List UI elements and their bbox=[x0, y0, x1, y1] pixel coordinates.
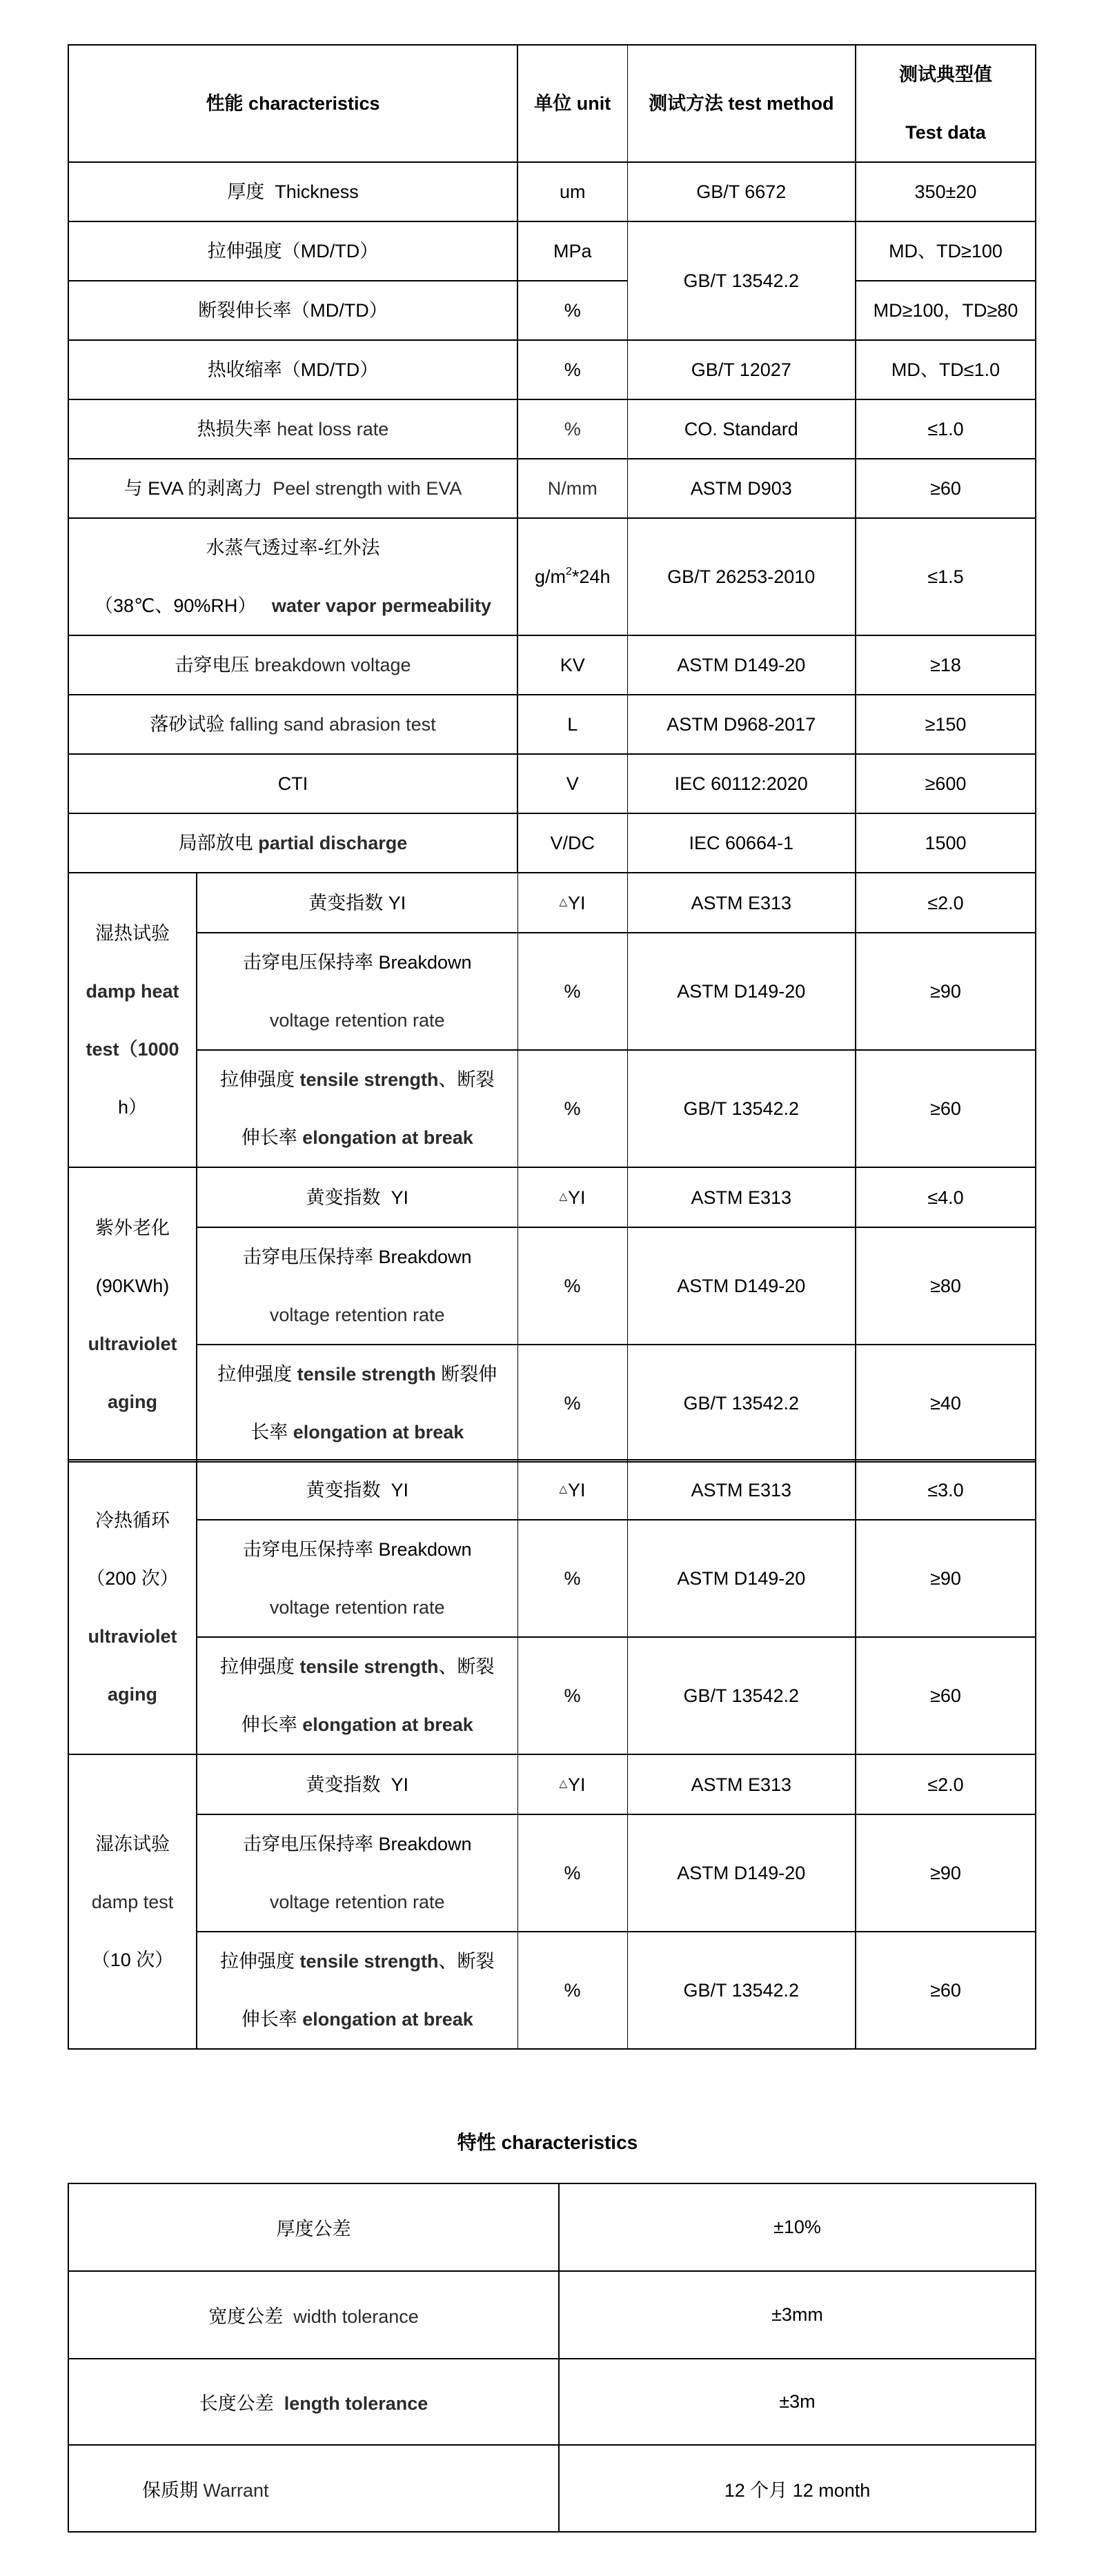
test-item bbox=[197, 1227, 517, 1345]
unit-cell: L bbox=[517, 695, 627, 754]
property-name: 热收缩率（MD/TD） bbox=[68, 340, 517, 399]
aging-test-table bbox=[68, 1459, 1036, 2050]
method-cell: GB/T 6672 bbox=[627, 162, 856, 221]
property-name bbox=[68, 2445, 559, 2532]
method-cell: ASTM D149-20 bbox=[627, 1520, 856, 1637]
value-cell: ≤1.5 bbox=[856, 518, 1036, 635]
value-cell: ≤2.0 bbox=[856, 1754, 1036, 1814]
delta-icon: △ bbox=[559, 1483, 568, 1495]
unit-cell: % bbox=[517, 1227, 627, 1345]
property-name-cn: 击穿电压 bbox=[175, 655, 250, 675]
value-cell: ≥90 bbox=[856, 1814, 1036, 1932]
property-name-en: partial discharge bbox=[258, 833, 408, 853]
performance-table bbox=[68, 44, 1036, 1463]
property-name bbox=[68, 459, 517, 518]
test-item bbox=[197, 933, 517, 1050]
text-cn: 、断裂 bbox=[438, 1951, 495, 1972]
unit-cell bbox=[517, 873, 627, 933]
text-cn: 伸长率 bbox=[241, 1714, 297, 1735]
table-row bbox=[68, 754, 1036, 813]
value-cell: ≥150 bbox=[856, 695, 1036, 754]
method-cell: ASTM E313 bbox=[627, 1754, 856, 1814]
unit-cell: % bbox=[517, 1932, 627, 2049]
table-row bbox=[68, 1167, 1036, 1227]
value-cell: ≥600 bbox=[856, 754, 1036, 813]
unit-cell bbox=[517, 518, 627, 635]
text-cn: 伸长率 bbox=[241, 1127, 297, 1148]
group-label-line bbox=[72, 1020, 193, 1078]
value-cell: ≥18 bbox=[856, 635, 1036, 695]
unit-cell: % bbox=[517, 1637, 627, 1754]
test-item-line: voltage retention rate bbox=[269, 1892, 445, 1912]
method-cell: ASTM E313 bbox=[627, 1167, 856, 1227]
property-name: 厚度公差 bbox=[68, 2183, 559, 2271]
text-en: tensile strength bbox=[297, 1364, 436, 1385]
group-label-line: ultraviolet bbox=[88, 1333, 177, 1354]
test-item-line: voltage retention rate bbox=[269, 1597, 445, 1618]
table-row bbox=[68, 1520, 1036, 1637]
test-item-line bbox=[200, 1051, 515, 1109]
header-method: 测试方法 test method bbox=[627, 45, 856, 162]
test-item-line: voltage retention rate bbox=[269, 1010, 445, 1031]
group-label-line: 紫外老化 bbox=[95, 1217, 170, 1238]
group-label-damp-freeze bbox=[68, 1754, 197, 2049]
property-name bbox=[68, 2359, 559, 2445]
test-item-line bbox=[200, 1109, 515, 1167]
text-cn: 伸长率 bbox=[241, 2009, 297, 2030]
property-name bbox=[68, 162, 517, 221]
text-cn: 拉伸强度 bbox=[217, 1364, 293, 1385]
group-label-line: aging bbox=[108, 1391, 157, 1412]
table-row bbox=[68, 399, 1036, 459]
text-cn: 拉伸强度 bbox=[219, 1951, 295, 1972]
value-cell: ≥60 bbox=[856, 1050, 1036, 1167]
method-cell: GB/T 13542.2 bbox=[627, 1050, 856, 1167]
table-row bbox=[68, 1754, 1036, 1814]
table-row bbox=[68, 1637, 1036, 1754]
table-row bbox=[68, 2183, 1036, 2271]
method-cell: ASTM D149-20 bbox=[627, 933, 856, 1050]
group-label-line: （10 次） bbox=[91, 1949, 174, 1970]
text-en: tensile strength bbox=[299, 1951, 439, 1972]
unit-cell: um bbox=[517, 162, 627, 221]
method-cell: ASTM D149-20 bbox=[627, 1227, 856, 1345]
test-item: 黄变指数 YI bbox=[197, 873, 517, 933]
text-en: elongation at break bbox=[302, 2009, 473, 2030]
table-row bbox=[68, 933, 1036, 1050]
value-cell: ≥60 bbox=[856, 459, 1036, 518]
unit-cell bbox=[517, 1460, 627, 1520]
value-cell: ±10% bbox=[559, 2183, 1036, 2271]
text-en: elongation at break bbox=[302, 1127, 473, 1148]
value-cell: ≤3.0 bbox=[856, 1460, 1036, 1520]
group-label-thermal-cycling bbox=[68, 1460, 197, 1754]
property-name bbox=[68, 518, 517, 635]
table-row bbox=[68, 1814, 1036, 1932]
header-characteristics: 性能 characteristics bbox=[68, 45, 517, 162]
header-row bbox=[68, 45, 1036, 162]
text-en: elongation at break bbox=[293, 1422, 464, 1443]
table-row bbox=[68, 2271, 1036, 2359]
unit-cell: % bbox=[517, 340, 627, 399]
delta-icon: △ bbox=[559, 1778, 568, 1790]
value-cell: ≥40 bbox=[856, 1345, 1036, 1462]
property-name: CTI bbox=[68, 754, 517, 813]
test-item-line: 击穿电压保持率 Breakdown bbox=[242, 952, 472, 973]
test-item bbox=[197, 1814, 517, 1932]
test-item: 黄变指数 YI bbox=[197, 1754, 517, 1814]
property-name-en: breakdown voltage bbox=[254, 655, 411, 675]
property-name-en: Peel strength with EVA bbox=[273, 478, 462, 499]
group-label-line: ultraviolet bbox=[88, 1625, 177, 1647]
property-name: 断裂伸长率（MD/TD） bbox=[68, 281, 517, 340]
value-cell: ±3mm bbox=[559, 2271, 1036, 2359]
test-item-line bbox=[200, 1990, 515, 2048]
test-item-line: 击穿电压保持率 Breakdown bbox=[242, 1539, 472, 1560]
table-row bbox=[68, 635, 1036, 695]
property-name-en: heat loss rate bbox=[277, 419, 389, 439]
method-cell: GB/T 13542.2 bbox=[627, 1637, 856, 1754]
property-name-cn: 水蒸气透过率-红外法 bbox=[206, 537, 380, 558]
property-name-en: Warrant bbox=[203, 2479, 269, 2501]
tolerance-table bbox=[68, 2183, 1036, 2533]
test-item: 黄变指数 YI bbox=[197, 1460, 517, 1520]
property-name-en: Thickness bbox=[275, 181, 359, 202]
value-cell: ≤1.0 bbox=[856, 399, 1036, 459]
table-row bbox=[68, 459, 1036, 518]
unit-tail: *24h bbox=[571, 566, 611, 587]
unit-text: YI bbox=[568, 893, 586, 913]
property-name-cn: 局部放电 bbox=[178, 833, 253, 853]
test-item-line bbox=[200, 1403, 515, 1461]
unit-cell: MPa bbox=[517, 221, 627, 281]
group-label-text: test（1000 bbox=[86, 1038, 179, 1060]
table-row bbox=[68, 873, 1036, 933]
text-cn: 断裂伸 bbox=[435, 1364, 497, 1385]
unit-cell: V bbox=[517, 754, 627, 813]
method-cell: ASTM E313 bbox=[627, 873, 856, 933]
value-cell: ≥60 bbox=[856, 1932, 1036, 2049]
property-name-en: length tolerance bbox=[284, 2393, 428, 2414]
group-label-line: （200 次） bbox=[86, 1567, 179, 1589]
value-cell: ≥90 bbox=[856, 933, 1036, 1050]
method-cell: IEC 60112:2020 bbox=[627, 754, 856, 813]
value-cell: 350±20 bbox=[856, 162, 1036, 221]
method-cell: IEC 60664-1 bbox=[627, 813, 856, 873]
value-cell: 1500 bbox=[856, 813, 1036, 873]
unit-cell: KV bbox=[517, 635, 627, 695]
method-cell: GB/T 26253-2010 bbox=[627, 518, 856, 635]
value-cell: ≤4.0 bbox=[856, 1167, 1036, 1227]
unit-cell: % bbox=[517, 1345, 627, 1462]
property-name-en: water vapor permeability bbox=[271, 595, 492, 616]
unit-base: g/m bbox=[535, 566, 566, 587]
property-name bbox=[68, 635, 517, 695]
method-cell: GB/T 13542.2 bbox=[627, 221, 856, 340]
value-cell: ≥60 bbox=[856, 1637, 1036, 1754]
text-en: elongation at break bbox=[302, 1714, 473, 1735]
unit-cell: N/mm bbox=[517, 459, 627, 518]
value-cell: ±3m bbox=[559, 2359, 1036, 2445]
table-row bbox=[68, 1345, 1036, 1462]
table-row bbox=[68, 695, 1036, 754]
unit-cell: % bbox=[517, 933, 627, 1050]
test-item-line bbox=[200, 1696, 515, 1754]
group-label-line: 冷热循环 bbox=[95, 1509, 170, 1531]
group-label-line: 湿冻试验 bbox=[95, 1833, 170, 1854]
test-item bbox=[197, 1637, 517, 1754]
group-label-ultraviolet bbox=[68, 1167, 197, 1462]
text-cn: 、断裂 bbox=[438, 1069, 495, 1090]
property-name-cn: 长度公差 bbox=[199, 2393, 274, 2414]
table-row bbox=[68, 162, 1036, 221]
method-cell: CO. Standard bbox=[627, 399, 856, 459]
unit-cell: V/DC bbox=[517, 813, 627, 873]
header-typical-en: Test data bbox=[905, 122, 986, 143]
value-cell: MD≥100，TD≥80 bbox=[856, 281, 1036, 340]
table-row bbox=[68, 340, 1036, 399]
unit-cell: % bbox=[517, 1520, 627, 1637]
method-cell: GB/T 12027 bbox=[627, 340, 856, 399]
group-label-line: damp test bbox=[91, 1891, 174, 1912]
property-name-conditions bbox=[72, 577, 514, 635]
unit-cell: % bbox=[517, 399, 627, 459]
property-name-cn: 保质期 bbox=[142, 2479, 198, 2501]
unit-cell: % bbox=[517, 281, 627, 340]
text-cn: 拉伸强度 bbox=[219, 1656, 295, 1677]
text-en: tensile strength bbox=[299, 1656, 439, 1677]
unit-cell bbox=[517, 1754, 627, 1814]
test-item-line: 击穿电压保持率 Breakdown bbox=[242, 1834, 472, 1854]
method-cell: ASTM D903 bbox=[627, 459, 856, 518]
header-typical bbox=[856, 45, 1036, 162]
value-cell: ≤2.0 bbox=[856, 873, 1036, 933]
value-cell: MD、TD≤1.0 bbox=[856, 340, 1036, 399]
text-cn: 拉伸强度 bbox=[219, 1069, 295, 1090]
property-name bbox=[68, 2271, 559, 2359]
property-name-en: width tolerance bbox=[293, 2306, 419, 2327]
property-name-cn: 宽度公差 bbox=[208, 2306, 284, 2327]
header-unit: 单位 unit bbox=[517, 45, 627, 162]
test-item-line bbox=[200, 1932, 515, 1990]
characteristics-title: 特性 characteristics bbox=[457, 2132, 638, 2153]
property-name: 拉伸强度（MD/TD） bbox=[68, 221, 517, 281]
unit-cell bbox=[517, 1167, 627, 1227]
table-row bbox=[68, 1932, 1036, 2049]
test-item-line bbox=[200, 1345, 515, 1403]
unit-cell: % bbox=[517, 1050, 627, 1167]
method-cell: GB/T 13542.2 bbox=[627, 1932, 856, 2049]
group-label-line: damp heat bbox=[86, 980, 179, 1002]
group-label-line: h） bbox=[117, 1096, 148, 1118]
test-item: 黄变指数 YI bbox=[197, 1167, 517, 1227]
property-name-cn: 厚度 bbox=[227, 181, 265, 202]
test-item-line: voltage retention rate bbox=[269, 1305, 445, 1325]
value-cell: MD、TD≥100 bbox=[856, 221, 1036, 281]
header-typical-cn: 测试典型值 bbox=[899, 64, 992, 85]
conditions-text: （38℃、90%RH） bbox=[94, 595, 257, 616]
table-row bbox=[68, 1460, 1036, 1520]
table-row bbox=[68, 1227, 1036, 1345]
text-cn: 长率 bbox=[250, 1422, 288, 1443]
test-item bbox=[197, 1345, 517, 1462]
group-label-line: (90KWh) bbox=[95, 1275, 170, 1296]
unit-exponent: 2 bbox=[566, 566, 572, 577]
table-row bbox=[68, 221, 1036, 281]
table-row bbox=[68, 2359, 1036, 2445]
test-item bbox=[197, 1050, 517, 1167]
test-item-line: 击穿电压保持率 Breakdown bbox=[242, 1247, 472, 1267]
property-name-cn: 与 EVA 的剥离力 bbox=[124, 478, 263, 499]
method-cell: ASTM D149-20 bbox=[627, 1814, 856, 1932]
delta-icon: △ bbox=[559, 896, 568, 908]
unit-cell: % bbox=[517, 1814, 627, 1932]
property-name bbox=[68, 813, 517, 873]
group-label-line: aging bbox=[108, 1683, 157, 1705]
unit-text: YI bbox=[568, 1480, 586, 1500]
group-label-line: 湿热试验 bbox=[95, 922, 170, 944]
value-cell: ≥80 bbox=[856, 1227, 1036, 1345]
test-item bbox=[197, 1932, 517, 2049]
test-item-line bbox=[200, 1638, 515, 1696]
table-row bbox=[68, 281, 1036, 340]
table-row bbox=[68, 2445, 1036, 2532]
delta-icon: △ bbox=[559, 1191, 568, 1202]
method-cell: GB/T 13542.2 bbox=[627, 1345, 856, 1462]
unit-text: YI bbox=[568, 1774, 586, 1795]
test-item bbox=[197, 1520, 517, 1637]
method-cell: ASTM E313 bbox=[627, 1460, 856, 1520]
property-name-en: falling sand abrasion test bbox=[229, 714, 436, 735]
text-cn: 、断裂 bbox=[438, 1656, 495, 1677]
value-cell: ≥90 bbox=[856, 1520, 1036, 1637]
property-name-cn: 热损失率 bbox=[197, 419, 272, 439]
table-row bbox=[68, 1050, 1036, 1167]
property-name bbox=[68, 399, 517, 459]
property-name bbox=[68, 695, 517, 754]
property-name-cn: 落砂试验 bbox=[150, 714, 225, 735]
method-cell: ASTM D149-20 bbox=[627, 635, 856, 695]
table-row bbox=[68, 518, 1036, 635]
group-label-damp-heat bbox=[68, 873, 197, 1167]
table-row bbox=[68, 813, 1036, 873]
text-en: tensile strength bbox=[299, 1069, 439, 1090]
value-cell: 12 个月 12 month bbox=[559, 2445, 1036, 2532]
method-cell: ASTM D968-2017 bbox=[627, 695, 856, 754]
unit-text: YI bbox=[568, 1187, 586, 1208]
